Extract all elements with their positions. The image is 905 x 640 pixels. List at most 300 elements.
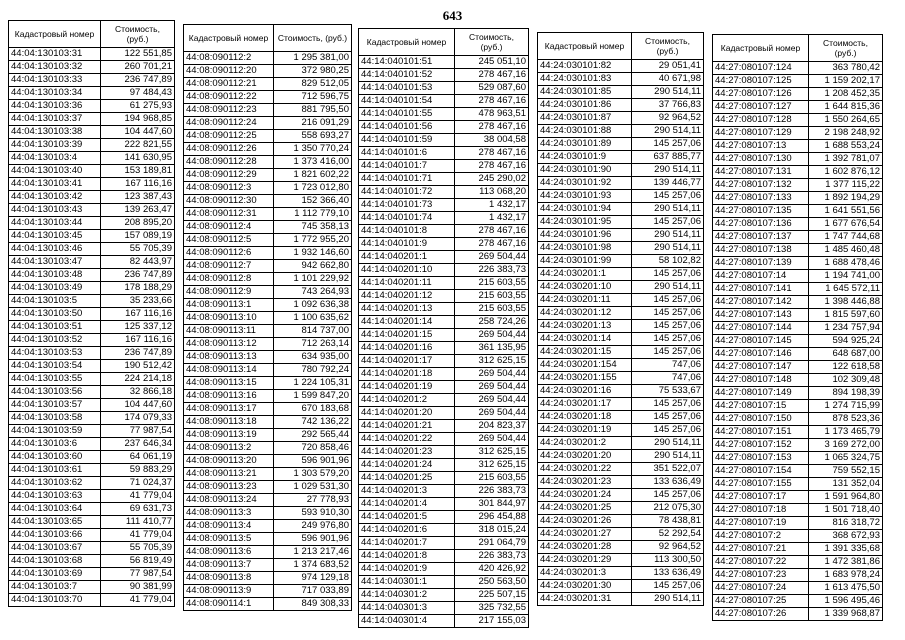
cost-cell: 290 514,11: [632, 86, 704, 99]
table-row: [359, 69, 529, 82]
table-row: [184, 468, 352, 481]
cost-cell: 849 308,33: [274, 598, 352, 611]
cadastral-number-cell: 44:27:080107:15: [713, 400, 809, 413]
cost-cell: 1 339 968,87: [809, 608, 883, 621]
cost-cell: 145 257,06: [632, 307, 704, 320]
cadastral-number-cell: 44:08:090112:23: [184, 104, 274, 117]
table-row: [184, 338, 352, 351]
cadastral-number-cell: 44:24:030101:90: [538, 164, 632, 177]
cost-cell: 145 257,06: [632, 333, 704, 346]
table-row: [9, 308, 175, 321]
cadastral-number-cell: 44:08:090113:5: [184, 533, 274, 546]
header-cost: Стоимость, (руб.): [101, 21, 175, 48]
cost-cell: 139 446,77: [632, 177, 704, 190]
table-row: [9, 451, 175, 464]
cadastral-number-cell: 44:08:090113:11: [184, 325, 274, 338]
cost-cell: 3 169 272,00: [809, 439, 883, 452]
table-row: [9, 594, 175, 607]
cadastral-number-cell: 44:27:080107:135: [713, 205, 809, 218]
cost-cell: 1 112 779,10: [274, 208, 352, 221]
table-row: [359, 550, 529, 563]
cost-cell: 878 523,36: [809, 413, 883, 426]
cost-cell: 82 443,97: [101, 256, 175, 269]
cost-cell: 58 102,82: [632, 255, 704, 268]
cost-cell: 290 514,11: [632, 281, 704, 294]
cadastral-number-cell: 44:04:130103:51: [9, 321, 101, 334]
table-row: [184, 364, 352, 377]
cadastral-number-cell: 44:04:130103:57: [9, 399, 101, 412]
cadastral-number-cell: 44:08:090113:16: [184, 390, 274, 403]
cost-cell: 145 257,06: [632, 216, 704, 229]
cost-cell: 717 033,89: [274, 585, 352, 598]
table-row: [359, 329, 529, 342]
cadastral-number-cell: 44:14:040301:2: [359, 589, 455, 602]
table-row: [359, 602, 529, 615]
cost-cell: 1 100 635,62: [274, 312, 352, 325]
table-row: [9, 477, 175, 490]
table-row: [184, 572, 352, 585]
cost-cell: 1 472 381,86: [809, 556, 883, 569]
cost-cell: 1 303 579,20: [274, 468, 352, 481]
cost-cell: 133 636,49: [632, 567, 704, 580]
table-row: [359, 355, 529, 368]
table-row: [538, 307, 704, 320]
table-row: [713, 400, 883, 413]
table-row: [9, 204, 175, 217]
cadastral-number-cell: 44:04:130103:53: [9, 347, 101, 360]
cadastral-number-cell: 44:24:030201:155: [538, 372, 632, 385]
table-row: [538, 463, 704, 476]
cost-cell: 145 257,06: [632, 294, 704, 307]
cadastral-number-cell: 44:27:080107:137: [713, 231, 809, 244]
cadastral-number-cell: 44:24:030101:83: [538, 73, 632, 86]
cost-cell: 145 257,06: [632, 320, 704, 333]
cadastral-number-cell: 44:27:080107:19: [713, 517, 809, 530]
cost-cell: 133 636,49: [632, 476, 704, 489]
cadastral-number-cell: 44:08:090112:5: [184, 234, 274, 247]
table-row: [359, 498, 529, 511]
cadastral-number-cell: 44:08:090112:21: [184, 78, 274, 91]
cost-cell: 236 747,89: [101, 74, 175, 87]
cost-cell: 1 065 324,75: [809, 452, 883, 465]
cost-cell: 368 672,93: [809, 530, 883, 543]
cadastral-number-cell: 44:08:090113:24: [184, 494, 274, 507]
table-row: [359, 524, 529, 537]
cost-cell: 816 318,72: [809, 517, 883, 530]
table-row: [184, 143, 352, 156]
cost-cell: 215 603,55: [455, 472, 529, 485]
table-row: [713, 608, 883, 621]
cadastral-number-cell: 44:08:090112:3: [184, 182, 274, 195]
table-row: [359, 576, 529, 589]
cadastral-number-cell: 44:04:130103:61: [9, 464, 101, 477]
table-row: [9, 360, 175, 373]
cost-cell: 75 533,67: [632, 385, 704, 398]
table-row: [9, 191, 175, 204]
cost-cell: 123 387,43: [101, 191, 175, 204]
table-row: [538, 177, 704, 190]
table-row: [713, 231, 883, 244]
cost-cell: 157 089,19: [101, 230, 175, 243]
table-row: [713, 374, 883, 387]
cost-cell: 212 075,30: [632, 502, 704, 515]
table-row: [359, 511, 529, 524]
table-row: [713, 205, 883, 218]
cadastral-number-cell: 44:04:130103:56: [9, 386, 101, 399]
cost-cell: 743 264,93: [274, 286, 352, 299]
cost-cell: 594 925,24: [809, 335, 883, 348]
cost-cell: 250 563,50: [455, 576, 529, 589]
table-row: [713, 166, 883, 179]
cadastral-number-cell: 44:24:030201:15: [538, 346, 632, 359]
table-row: [713, 192, 883, 205]
table-row: [359, 342, 529, 355]
table-row: [538, 541, 704, 554]
cost-cell: 269 504,44: [455, 407, 529, 420]
cost-cell: 292 565,44: [274, 429, 352, 442]
cost-cell: 222 821,55: [101, 139, 175, 152]
cost-cell: 153 189,81: [101, 165, 175, 178]
cost-cell: 40 671,98: [632, 73, 704, 86]
cost-cell: 278 467,16: [455, 238, 529, 251]
cadastral-number-cell: 44:24:030201:28: [538, 541, 632, 554]
table-row: [184, 299, 352, 312]
cadastral-number-cell: 44:27:080107:14: [713, 270, 809, 283]
table-row: [538, 242, 704, 255]
table-row: [713, 88, 883, 101]
table-row: [184, 156, 352, 169]
cost-cell: 278 467,16: [455, 160, 529, 173]
cost-cell: 1 432,17: [455, 212, 529, 225]
table-row: [538, 333, 704, 346]
cadastral-number-cell: 44:08:090112:2: [184, 52, 274, 65]
cadastral-number-cell: 44:14:040101:71: [359, 173, 455, 186]
cost-cell: 1 815 597,60: [809, 309, 883, 322]
cost-cell: 215 603,55: [455, 303, 529, 316]
table-body: [9, 48, 175, 607]
cadastral-number-cell: 44:27:080107:149: [713, 387, 809, 400]
cost-cell: 1 892 194,29: [809, 192, 883, 205]
cost-cell: 1 644 815,36: [809, 101, 883, 114]
table-row: [359, 316, 529, 329]
cost-cell: 167 116,16: [101, 308, 175, 321]
cadastral-number-cell: 44:08:090113:14: [184, 364, 274, 377]
cadastral-table-2: [183, 24, 352, 611]
cost-cell: 1 234 757,94: [809, 322, 883, 335]
header-cost: Стоимость, (руб.): [455, 29, 529, 56]
table-row: [538, 125, 704, 138]
cadastral-number-cell: 44:24:030101:93: [538, 190, 632, 203]
cadastral-number-cell: 44:27:080107:21: [713, 543, 809, 556]
cadastral-number-cell: 44:14:040201:3: [359, 485, 455, 498]
cadastral-number-cell: 44:04:130103:36: [9, 100, 101, 113]
cost-cell: 558 693,27: [274, 130, 352, 143]
cost-cell: 1 723 012,80: [274, 182, 352, 195]
cadastral-number-cell: 44:27:080107:17: [713, 491, 809, 504]
cost-cell: 1 295 381,00: [274, 52, 352, 65]
table-row: [9, 321, 175, 334]
cost-cell: 478 963,51: [455, 108, 529, 121]
cost-cell: 260 701,21: [101, 61, 175, 74]
table-row: [713, 595, 883, 608]
cost-cell: 38 004,58: [455, 134, 529, 147]
cost-cell: 780 792,24: [274, 364, 352, 377]
cadastral-number-cell: 44:08:090113:19: [184, 429, 274, 442]
cadastral-number-cell: 44:14:040201:22: [359, 433, 455, 446]
cost-cell: 102 309,48: [809, 374, 883, 387]
cadastral-number-cell: 44:14:040101:55: [359, 108, 455, 121]
cost-cell: 420 426,92: [455, 563, 529, 576]
cost-cell: 269 504,44: [455, 433, 529, 446]
table-row: [713, 127, 883, 140]
table-body: [359, 56, 529, 628]
cost-cell: 1 274 715,99: [809, 400, 883, 413]
table-row: [538, 99, 704, 112]
cadastral-number-cell: 44:27:080107:132: [713, 179, 809, 192]
cost-cell: 269 504,44: [455, 394, 529, 407]
table-body: [184, 52, 352, 611]
table-row: [184, 169, 352, 182]
cost-cell: 92 964,52: [632, 541, 704, 554]
cost-cell: 236 747,89: [101, 269, 175, 282]
cost-cell: 1 683 978,24: [809, 569, 883, 582]
table-row: [538, 437, 704, 450]
cost-cell: 145 257,06: [632, 489, 704, 502]
cadastral-number-cell: 44:27:080107:152: [713, 439, 809, 452]
cadastral-number-cell: 44:24:030201:14: [538, 333, 632, 346]
table-row: [538, 476, 704, 489]
table-row: [713, 75, 883, 88]
cost-cell: 290 514,11: [632, 450, 704, 463]
cost-cell: 712 596,75: [274, 91, 352, 104]
cost-cell: 145 257,06: [632, 411, 704, 424]
cost-cell: 78 438,81: [632, 515, 704, 528]
cadastral-number-cell: 44:04:130103:4: [9, 152, 101, 165]
cost-cell: 2 198 248,92: [809, 127, 883, 140]
cadastral-number-cell: 44:14:040101:54: [359, 95, 455, 108]
cost-cell: 278 467,16: [455, 147, 529, 160]
cost-cell: 1 208 452,35: [809, 88, 883, 101]
table-row: [359, 186, 529, 199]
cadastral-number-cell: 44:04:130103:54: [9, 360, 101, 373]
cost-cell: 290 514,11: [632, 437, 704, 450]
cost-cell: 1 485 460,48: [809, 244, 883, 257]
cadastral-number-cell: 44:04:130103:52: [9, 334, 101, 347]
table-row: [184, 78, 352, 91]
cadastral-number-cell: 44:14:040201:17: [359, 355, 455, 368]
table-row: [9, 87, 175, 100]
table-row: [713, 517, 883, 530]
cadastral-number-cell: 44:04:130103:5: [9, 295, 101, 308]
cadastral-number-cell: 44:04:130103:62: [9, 477, 101, 490]
cadastral-number-cell: 44:24:030201:17: [538, 398, 632, 411]
cadastral-number-cell: 44:27:080107:124: [713, 62, 809, 75]
cadastral-number-cell: 44:14:040201:6: [359, 524, 455, 537]
cost-cell: 236 747,89: [101, 347, 175, 360]
header-cost: Стоимость, (руб.): [274, 25, 352, 52]
cost-cell: 670 183,68: [274, 403, 352, 416]
table-row: [9, 373, 175, 386]
table-row: [184, 533, 352, 546]
table-row: [538, 320, 704, 333]
table-row: [713, 270, 883, 283]
cadastral-number-cell: 44:27:080107:18: [713, 504, 809, 517]
table-row: [538, 450, 704, 463]
cadastral-number-cell: 44:04:130103:47: [9, 256, 101, 269]
cost-cell: 1 641 551,56: [809, 205, 883, 218]
cadastral-number-cell: 44:04:130103:40: [9, 165, 101, 178]
cadastral-number-cell: 44:24:030101:92: [538, 177, 632, 190]
table-row: [184, 260, 352, 273]
cadastral-table-5: [712, 34, 883, 621]
cost-cell: 41 779,04: [101, 594, 175, 607]
cost-cell: 145 257,06: [632, 190, 704, 203]
table-row: [9, 334, 175, 347]
table-row: [538, 580, 704, 593]
cost-cell: 226 383,73: [455, 264, 529, 277]
cost-cell: 596 901,96: [274, 455, 352, 468]
cost-cell: 529 087,60: [455, 82, 529, 95]
cadastral-number-cell: 44:14:040201:24: [359, 459, 455, 472]
cadastral-number-cell: 44:04:130103:70: [9, 594, 101, 607]
table-row: [538, 359, 704, 372]
cadastral-number-cell: 44:08:090113:20: [184, 455, 274, 468]
table-row: [9, 152, 175, 165]
table-row: [9, 61, 175, 74]
cadastral-number-cell: 44:27:080107:131: [713, 166, 809, 179]
cadastral-number-cell: 44:04:130103:69: [9, 568, 101, 581]
table-row: [359, 446, 529, 459]
cadastral-number-cell: 44:14:040101:72: [359, 186, 455, 199]
table-body: [538, 60, 704, 606]
cadastral-number-cell: 44:08:090114:1: [184, 598, 274, 611]
cadastral-number-cell: 44:08:090112:29: [184, 169, 274, 182]
cadastral-number-cell: 44:27:080107:129: [713, 127, 809, 140]
cadastral-number-cell: 44:08:090113:10: [184, 312, 274, 325]
cost-cell: 122 551,85: [101, 48, 175, 61]
cost-cell: 290 514,11: [632, 242, 704, 255]
cadastral-number-cell: 44:24:030201:27: [538, 528, 632, 541]
cost-cell: 217 155,03: [455, 615, 529, 628]
table-row: [184, 117, 352, 130]
table-row: [9, 139, 175, 152]
table-row: [184, 52, 352, 65]
cost-cell: 1 747 744,68: [809, 231, 883, 244]
cost-cell: 1 398 446,88: [809, 296, 883, 309]
cost-cell: 92 964,52: [632, 112, 704, 125]
table-row: [359, 82, 529, 95]
header-cost: Стоимость, (руб.): [809, 35, 883, 62]
cost-cell: 1 932 146,60: [274, 247, 352, 260]
cadastral-number-cell: 44:04:130103:39: [9, 139, 101, 152]
cost-cell: 104 447,60: [101, 126, 175, 139]
table-row: [9, 568, 175, 581]
cadastral-number-cell: 44:08:090112:28: [184, 156, 274, 169]
cost-cell: 372 980,25: [274, 65, 352, 78]
cost-cell: 290 514,11: [632, 203, 704, 216]
table-row: [713, 556, 883, 569]
table-row: [184, 273, 352, 286]
cadastral-number-cell: 44:08:090112:4: [184, 221, 274, 234]
table-row: [359, 381, 529, 394]
cadastral-number-cell: 44:24:030101:96: [538, 229, 632, 242]
table-row: [538, 281, 704, 294]
cost-cell: 167 116,16: [101, 178, 175, 191]
cost-cell: 145 257,06: [632, 580, 704, 593]
table-row: [9, 178, 175, 191]
cost-cell: 1 613 475,50: [809, 582, 883, 595]
table-row: [359, 537, 529, 550]
cost-cell: 237 646,34: [101, 438, 175, 451]
table-row: [538, 489, 704, 502]
cost-cell: 41 779,04: [101, 490, 175, 503]
cadastral-number-cell: 44:04:130103:37: [9, 113, 101, 126]
table-row: [184, 455, 352, 468]
table-row: [359, 225, 529, 238]
cost-cell: 167 116,16: [101, 334, 175, 347]
cadastral-number-cell: 44:27:080107:151: [713, 426, 809, 439]
table-row: [713, 283, 883, 296]
cadastral-number-cell: 44:08:090112:9: [184, 286, 274, 299]
cadastral-number-cell: 44:27:080107:136: [713, 218, 809, 231]
table-row: [9, 555, 175, 568]
cadastral-number-cell: 44:04:130103:50: [9, 308, 101, 321]
cadastral-number-cell: 44:27:080107:145: [713, 335, 809, 348]
cadastral-number-cell: 44:14:040201:25: [359, 472, 455, 485]
cadastral-number-cell: 44:24:030201:11: [538, 294, 632, 307]
cadastral-number-cell: 44:27:080107:141: [713, 283, 809, 296]
cadastral-number-cell: 44:27:080107:147: [713, 361, 809, 374]
cadastral-number-cell: 44:04:130103:58: [9, 412, 101, 425]
cadastral-number-cell: 44:24:030201:2: [538, 437, 632, 450]
cadastral-number-cell: 44:14:040101:9: [359, 238, 455, 251]
table-row: [538, 424, 704, 437]
cost-cell: 145 257,06: [632, 398, 704, 411]
cost-cell: 145 257,06: [632, 138, 704, 151]
cadastral-number-cell: 44:27:080107:138: [713, 244, 809, 257]
cadastral-number-cell: 44:04:130103:48: [9, 269, 101, 282]
cost-cell: 363 780,42: [809, 62, 883, 75]
cadastral-number-cell: 44:24:030201:25: [538, 502, 632, 515]
cadastral-number-cell: 44:24:030201:13: [538, 320, 632, 333]
cadastral-number-cell: 44:04:130103:66: [9, 529, 101, 542]
table-row: [9, 48, 175, 61]
table-row: [713, 504, 883, 517]
table-row: [538, 86, 704, 99]
table-row: [538, 346, 704, 359]
table-row: [9, 490, 175, 503]
table-row: [713, 582, 883, 595]
table-row: [9, 126, 175, 139]
cadastral-number-cell: 44:08:090113:1: [184, 299, 274, 312]
cadastral-number-cell: 44:27:080107:25: [713, 595, 809, 608]
cadastral-number-cell: 44:14:040201:11: [359, 277, 455, 290]
cadastral-number-cell: 44:14:040201:2: [359, 394, 455, 407]
table-row: [713, 439, 883, 452]
table-row: [9, 256, 175, 269]
table-row: [359, 433, 529, 446]
cost-cell: 1 550 264,65: [809, 114, 883, 127]
table-row: [713, 218, 883, 231]
cost-cell: 1 599 847,20: [274, 390, 352, 403]
table-row: [184, 65, 352, 78]
cost-cell: 139 263,47: [101, 204, 175, 217]
table-row: [713, 114, 883, 127]
cost-cell: 77 987,54: [101, 425, 175, 438]
table-row: [538, 385, 704, 398]
table-row: [9, 347, 175, 360]
cadastral-number-cell: 44:14:040201:15: [359, 329, 455, 342]
